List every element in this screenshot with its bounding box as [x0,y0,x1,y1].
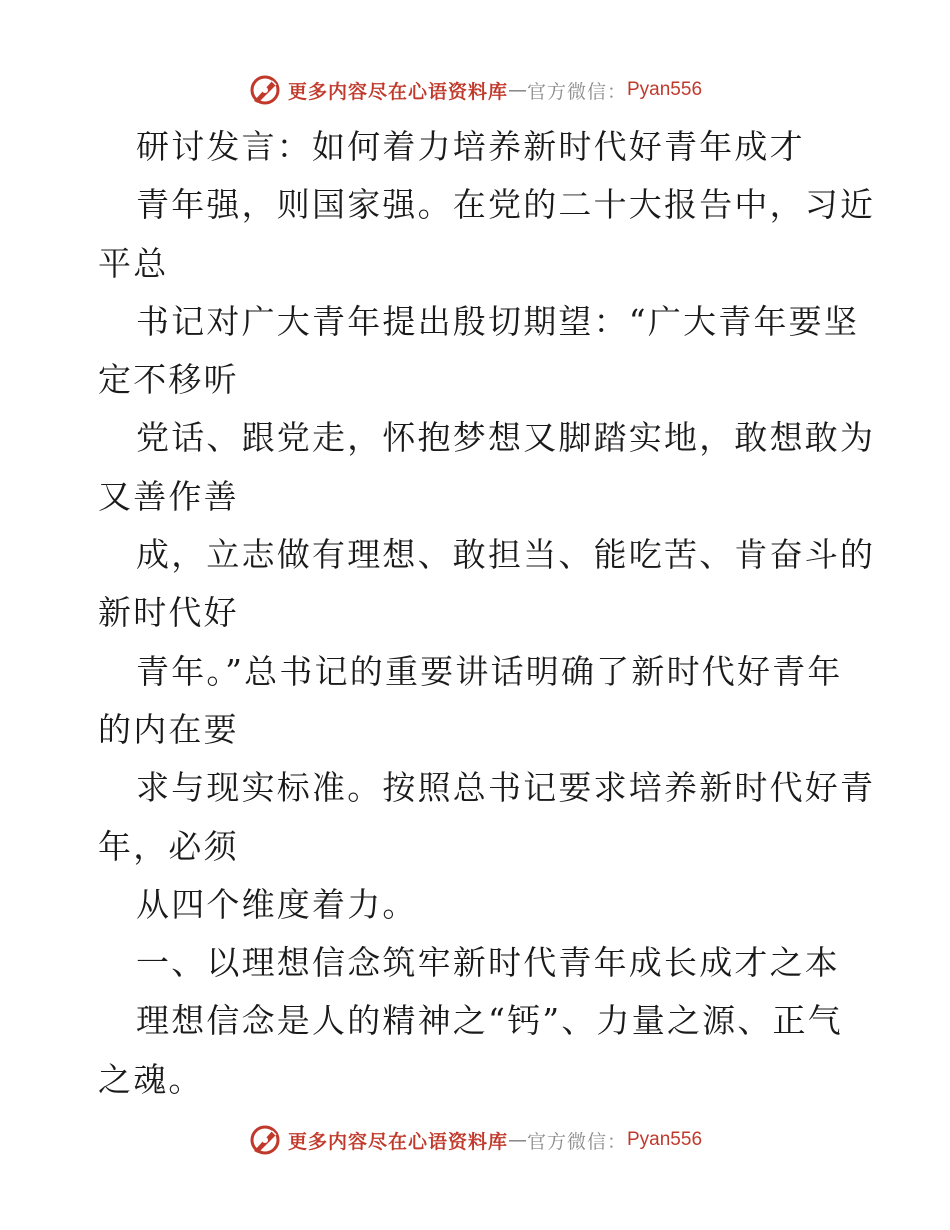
text-line: 书记对广大青年提出殷切期望：“广大青年要坚 [136,301,860,341]
section-heading: 一、以理想信念筑牢新时代青年成长成才之本 [136,943,840,983]
text-line: 定不移听 [98,360,239,400]
text-line: 之魂。 [98,1059,204,1099]
document-body [98,118,876,1109]
text-line: 年，必须 [98,826,239,866]
footer-watermark [0,1120,950,1160]
text-line: 新时代好 [98,593,239,633]
text-line: 青年强，则国家强。在党的二十大报告中，习近 [136,185,876,225]
quill-pen-logo-icon [248,1123,282,1157]
watermark-wechat-id: Pyan556 [627,1129,703,1150]
text-line: 党话、跟党走，怀抱梦想又脚踏实地，敢想敢为 [136,418,876,458]
watermark-separator: — [507,1129,527,1151]
text-line: 成，立志做有理想、敢担当、能吃苦、肯奋斗的 [136,535,876,575]
header-watermark [0,70,950,110]
watermark-wechat-label: 官方微信： [526,1130,627,1153]
watermark-wechat-id: Pyan556 [627,79,703,100]
watermark-wechat-label: 官方微信： [526,80,627,103]
text-line: 青年。”总书记的重要讲话明确了新时代好青年 [136,651,843,691]
text-line: 平总 [98,243,169,283]
text-line: 从四个维度着力。 [136,884,418,924]
watermark-brand: 更多内容尽在心语资料库 [287,1130,508,1153]
text-line: 求与现实标准。按照总书记要求培养新时代好青 [136,768,876,808]
text-line: 的内在要 [98,709,239,749]
text-line: 理想信念是人的精神之“钙”、力量之源、正气 [136,1001,843,1041]
text-line: 又善作善 [98,476,239,516]
watermark-brand: 更多内容尽在心语资料库 [287,80,508,103]
watermark-separator: — [507,79,527,101]
quill-pen-logo-icon [248,73,282,107]
document-title: 研讨发言：如何着力培养新时代好青年成才 [136,127,805,166]
